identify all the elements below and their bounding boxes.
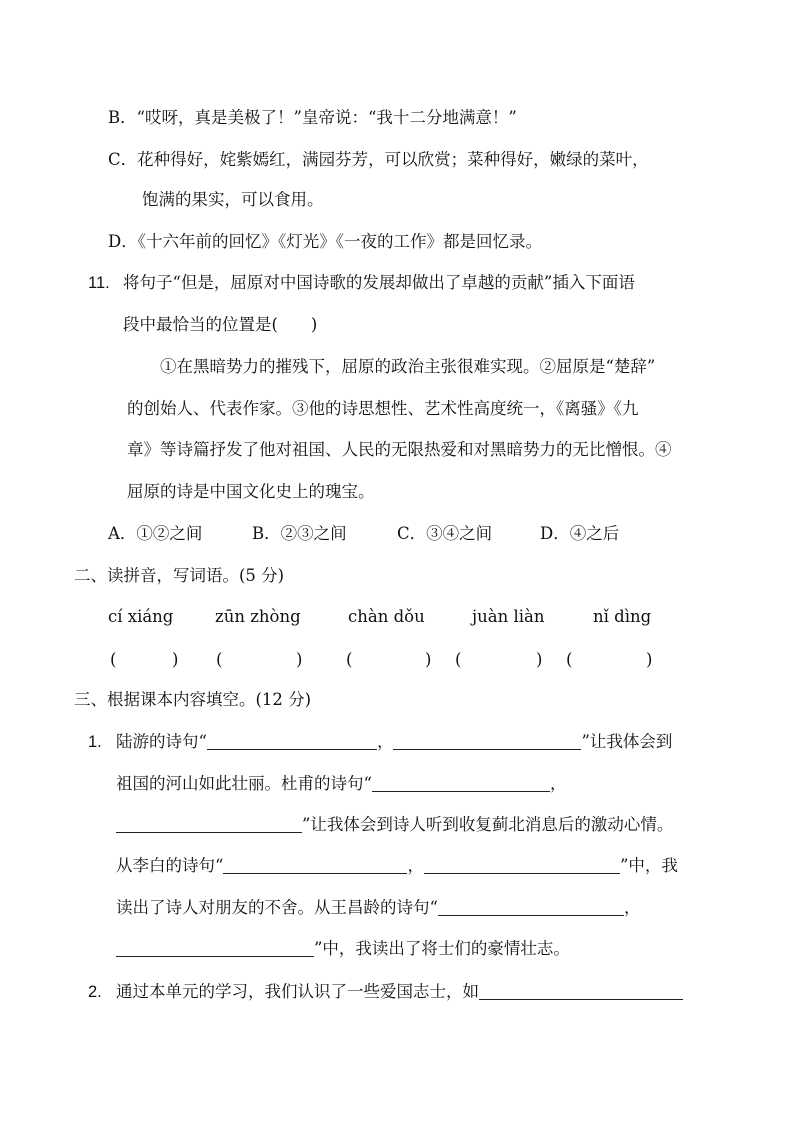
s3-q1-number: 1. bbox=[88, 733, 102, 751]
fill-blank-2[interactable] bbox=[393, 731, 581, 750]
s3-q1-text-6: ”中，我 bbox=[619, 856, 678, 875]
s3-q1-line5 bbox=[116, 896, 640, 920]
s3-q1-line1 bbox=[116, 730, 672, 754]
s3-q1-text-8: ”中，我读出了将士们的豪情壮志。 bbox=[314, 939, 570, 958]
answer-paren-close-3: ) bbox=[425, 650, 432, 669]
fill-blank-7[interactable] bbox=[438, 897, 624, 916]
s3-q1-line6 bbox=[116, 937, 570, 961]
s3-q1-text-2: ”让我体会到 bbox=[581, 732, 673, 751]
s3-q2-text-1: 通过本单元的学习，我们认识了一些爱国志士，如 bbox=[116, 982, 479, 1001]
s3-q1-line3 bbox=[116, 813, 673, 837]
s3-q2-line1 bbox=[116, 980, 683, 1004]
section-3-title: 三、根据课本内容填空。(12 分) bbox=[74, 690, 312, 709]
answer-paren-close-4: ) bbox=[536, 650, 543, 669]
answer-paren-close-2: ) bbox=[296, 650, 303, 669]
s3-q1-comma-1: ， bbox=[376, 732, 394, 751]
q11-stem-line2: 段中最恰当的位置是( ) bbox=[123, 315, 318, 334]
q11-passage-line3: 章》等诗篇抒发了他对祖国、人民的无限热爱和对黑暗势力的无比憎恨。④ bbox=[127, 440, 672, 459]
s3-q1-text-5: 从李白的诗句“ bbox=[116, 856, 224, 875]
fill-blank-8[interactable] bbox=[116, 938, 314, 957]
q11-passage-line2: 的创始人、代表作家。③他的诗思想性、艺术性高度统一，《离骚》《九 bbox=[127, 399, 639, 418]
s3-q1-text-1: 陆游的诗句“ bbox=[116, 732, 207, 751]
pinyin-2: zūn zhòng bbox=[215, 607, 301, 626]
fill-blank-1[interactable] bbox=[207, 731, 377, 750]
s3-q1-text-7: 读出了诗人对朋友的不舍。从王昌龄的诗句“ bbox=[116, 898, 438, 917]
q11-passage-line1: ①在黑暗势力的摧残下，屈原的政治主张很难实现。②屈原是“楚辞” bbox=[160, 357, 656, 376]
q11-option-b: B．②③之间 bbox=[252, 524, 347, 543]
answer-paren-open-5: ( bbox=[566, 650, 573, 669]
pinyin-1: cí xiáng bbox=[108, 607, 174, 626]
q11-passage-line4: 屈原的诗是中国文化史上的瑰宝。 bbox=[127, 482, 375, 501]
fill-blank-5[interactable] bbox=[223, 855, 407, 874]
s3-q2-number: 2. bbox=[88, 983, 102, 1001]
answer-paren-open-4: ( bbox=[455, 650, 462, 669]
fill-blank-3[interactable] bbox=[372, 773, 550, 792]
s3-q1-line4 bbox=[116, 854, 678, 878]
pinyin-4: juàn liàn bbox=[472, 607, 545, 626]
answer-paren-open-1: ( bbox=[110, 650, 117, 669]
q10-option-b: B．“哎呀，真是美极了！”皇帝说：“我十二分地满意！” bbox=[108, 108, 517, 127]
answer-paren-open-3: ( bbox=[346, 650, 353, 669]
q10-option-d: D．《十六年前的回忆》《灯光》《一夜的工作》都是回忆录。 bbox=[108, 232, 542, 251]
fill-blank-6[interactable] bbox=[424, 855, 620, 874]
section-2-title: 二、读拼音，写词语。(5 分) bbox=[74, 566, 285, 585]
s3-q1-comma-3: ， bbox=[407, 856, 424, 875]
q10-option-c-line2: 饱满的果实，可以食用。 bbox=[142, 190, 324, 209]
q11-number: 11. bbox=[88, 274, 110, 292]
fill-blank-4[interactable] bbox=[116, 814, 302, 833]
q11-option-a: A．①②之间 bbox=[108, 524, 203, 543]
answer-paren-close-1: ) bbox=[172, 650, 179, 669]
s3-q1-line2 bbox=[116, 772, 566, 796]
s3-q1-comma-4: ， bbox=[623, 898, 641, 917]
q11-stem-line1: 将句子“但是，屈原对中国诗歌的发展却做出了卓越的贡献”插入下面语 bbox=[123, 273, 635, 292]
s3-q1-text-3: 祖国的河山如此壮丽。杜甫的诗句“ bbox=[116, 774, 372, 793]
q10-option-c-line1: C．花种得好，姹紫嫣红，满园芬芳，可以欣赏；菜种得好，嫩绿的菜叶， bbox=[108, 150, 649, 169]
pinyin-5: nǐ dìng bbox=[593, 607, 652, 626]
q11-option-c: C．③④之间 bbox=[397, 524, 493, 543]
s3-q1-text-4: ”让我体会到诗人听到收复蓟北消息后的激动心情。 bbox=[302, 815, 674, 834]
answer-paren-open-2: ( bbox=[216, 650, 223, 669]
q11-option-d: D．④之后 bbox=[540, 524, 620, 543]
pinyin-3: chàn dǒu bbox=[348, 607, 425, 626]
s3-q1-comma-2: ， bbox=[549, 774, 567, 793]
answer-paren-close-5: ) bbox=[646, 650, 653, 669]
fill-blank-9[interactable] bbox=[479, 981, 683, 1000]
